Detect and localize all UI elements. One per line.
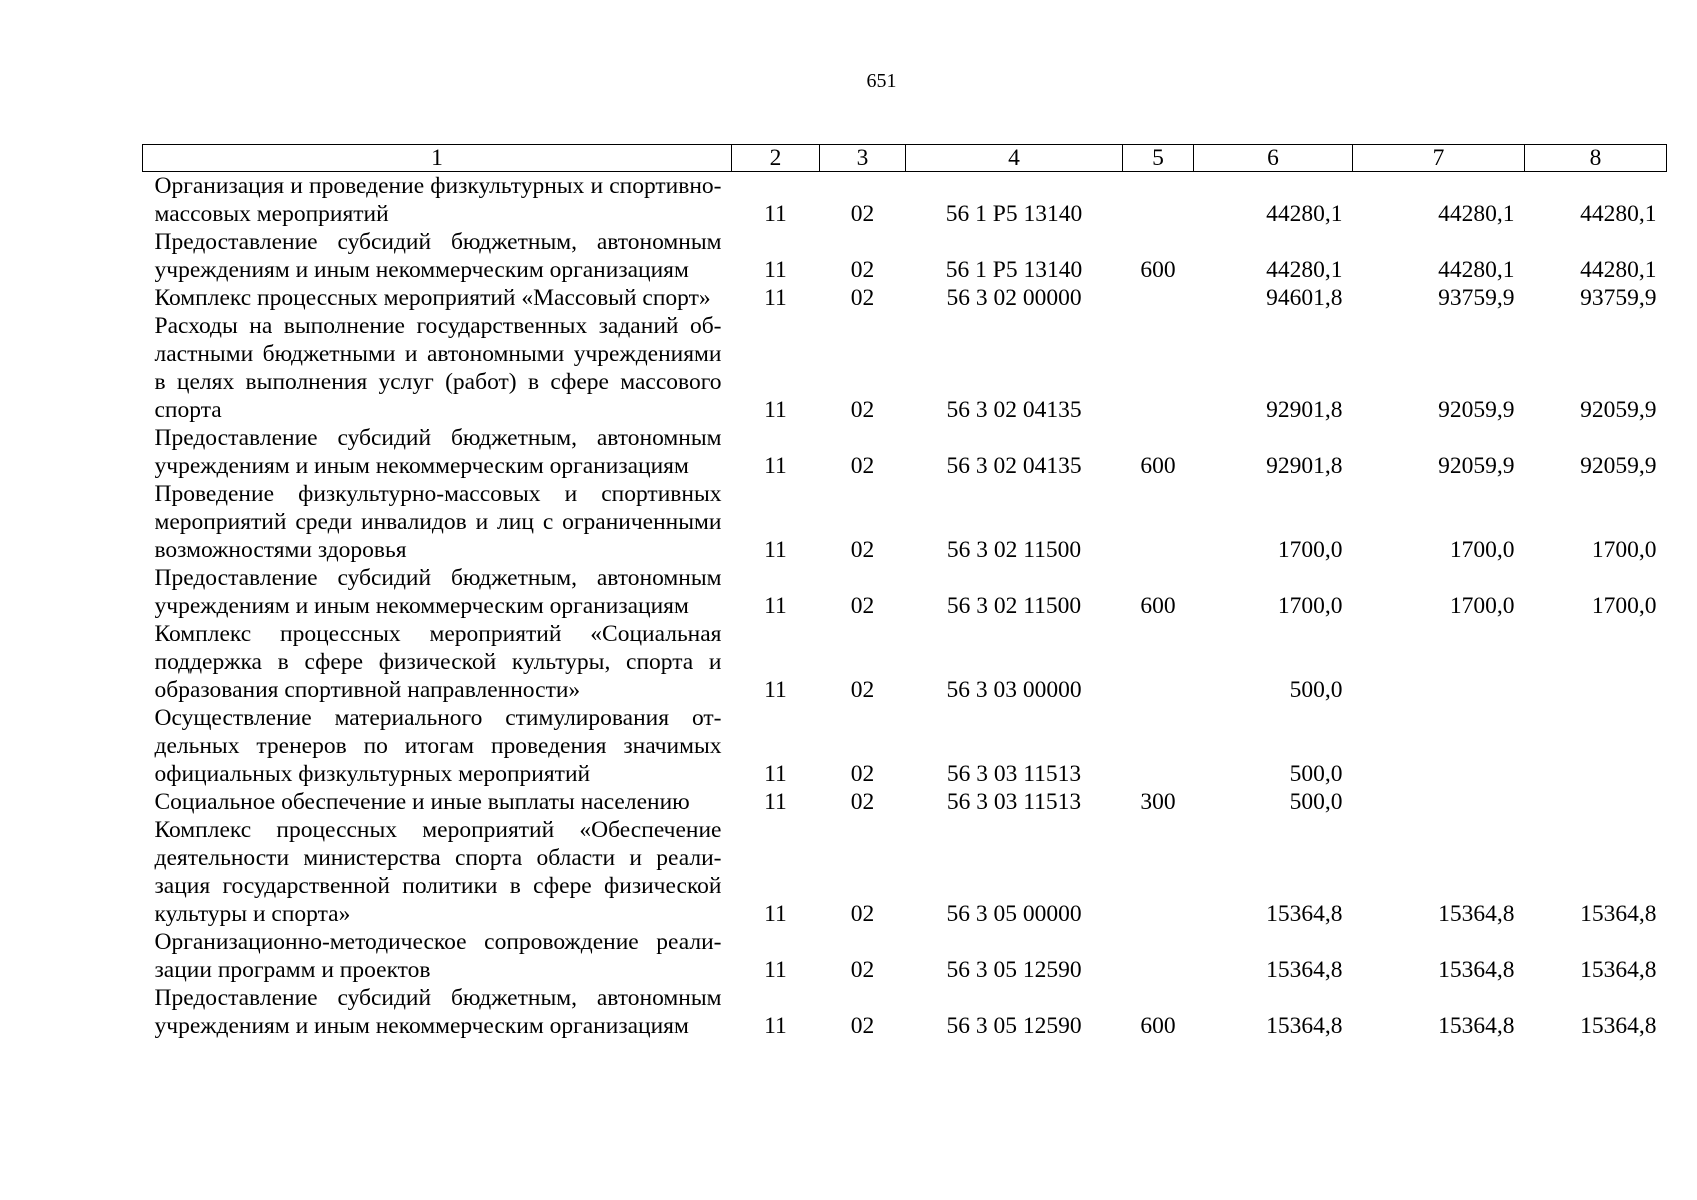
row-amount-col6: 15364,8 xyxy=(1266,901,1343,927)
row-section: 11 xyxy=(764,201,787,227)
row-target-code: 56 3 05 00000 xyxy=(946,901,1082,927)
row-amount-col8: 1700,0 xyxy=(1591,537,1657,563)
table-row xyxy=(143,172,1667,229)
row-subsection: 02 xyxy=(850,257,875,283)
header-col-7: 7 xyxy=(1353,145,1525,172)
row-expense-type xyxy=(1123,928,1194,984)
header-col-3: 3 xyxy=(820,145,906,172)
row-amount-col6: 44280,1 xyxy=(1266,257,1343,283)
row-expense-type: 600 xyxy=(1140,593,1176,619)
table-row xyxy=(143,788,1667,816)
row-amount-col6: 44280,1 xyxy=(1266,201,1343,227)
row-target-code: 56 3 02 04135 xyxy=(946,397,1082,423)
row-name: Предоставление субсидий бюджетным, автономным учреждениям и иным некоммерческим организациям xyxy=(154,229,722,283)
row-subsection: 02 xyxy=(850,677,875,703)
row-amount-col6: 92901,8 xyxy=(1266,453,1343,479)
row-amount-col6: 15364,8 xyxy=(1266,1013,1343,1039)
row-section: 11 xyxy=(764,677,787,703)
row-amount-col8: 44280,1 xyxy=(1580,257,1657,283)
row-expense-type: 600 xyxy=(1140,257,1176,283)
row-section: 11 xyxy=(764,257,787,283)
row-name: Проведение физкультурно-массовых и спортивных мероприятий среди инвалидов и лиц с ограниченными возможностями здоровья xyxy=(154,481,722,563)
table-row xyxy=(143,284,1667,312)
row-amount-col7: 92059,9 xyxy=(1438,397,1515,423)
row-expense-type xyxy=(1123,172,1194,229)
header-col-2: 2 xyxy=(732,145,820,172)
table-row xyxy=(143,312,1667,424)
row-expense-type xyxy=(1123,620,1194,704)
row-section: 11 xyxy=(764,957,787,983)
row-amount-col7 xyxy=(1353,620,1525,704)
row-target-code: 56 3 05 12590 xyxy=(946,1013,1082,1039)
row-name: Социальное обеспечение и иные выплаты населению xyxy=(154,789,690,815)
row-expense-type xyxy=(1123,312,1194,424)
row-amount-col8: 92059,9 xyxy=(1580,397,1657,423)
row-amount-col8: 92059,9 xyxy=(1580,453,1657,479)
row-section: 11 xyxy=(764,285,787,311)
row-target-code: 56 3 03 00000 xyxy=(946,677,1082,703)
row-section: 11 xyxy=(764,593,787,619)
row-subsection: 02 xyxy=(850,397,875,423)
header-col-1: 1 xyxy=(143,145,732,172)
row-amount-col7: 44280,1 xyxy=(1438,257,1515,283)
row-expense-type xyxy=(1123,816,1194,928)
row-amount-col8 xyxy=(1525,704,1667,788)
row-amount-col8: 15364,8 xyxy=(1580,957,1657,983)
row-amount-col7: 1700,0 xyxy=(1449,537,1515,563)
row-amount-col6: 1700,0 xyxy=(1277,537,1343,563)
row-name: Предоставление субсидий бюджетным, автономным учреждениям и иным некоммерческим организациям xyxy=(154,985,722,1039)
table-row xyxy=(143,620,1667,704)
row-amount-col6: 500,0 xyxy=(1289,677,1343,703)
row-section: 11 xyxy=(764,537,787,563)
row-subsection: 02 xyxy=(850,761,875,787)
row-amount-col6: 500,0 xyxy=(1289,789,1343,815)
header-col-8: 8 xyxy=(1525,145,1667,172)
row-amount-col7 xyxy=(1353,788,1525,816)
row-subsection: 02 xyxy=(850,1013,875,1039)
row-expense-type xyxy=(1123,284,1194,312)
row-amount-col8: 93759,9 xyxy=(1580,285,1657,311)
row-name: Комплекс процессных мероприятий «Обеспечение деятельности министерства спорта области и реализация государственной политики в сфере физической культуры и спорта» xyxy=(154,817,722,927)
row-target-code: 56 3 05 12590 xyxy=(946,957,1082,983)
row-amount-col8: 44280,1 xyxy=(1580,201,1657,227)
table-row xyxy=(143,564,1667,620)
table-row xyxy=(143,228,1667,284)
row-section: 11 xyxy=(764,1013,787,1039)
table-row xyxy=(143,480,1667,564)
row-name: Осуществление материального стимулирования отдельных тренеров по итогам проведения значимых официальных физкультурных мероприятий xyxy=(154,705,722,787)
row-amount-col7 xyxy=(1353,704,1525,788)
row-amount-col6: 15364,8 xyxy=(1266,957,1343,983)
page-number: 651 xyxy=(866,70,897,92)
row-subsection: 02 xyxy=(850,901,875,927)
row-expense-type: 300 xyxy=(1140,789,1176,815)
row-target-code: 56 3 02 00000 xyxy=(946,285,1082,311)
row-name: Предоставление субсидий бюджетным, автономным учреждениям и иным некоммерческим организациям xyxy=(154,425,722,479)
row-section: 11 xyxy=(764,901,787,927)
row-target-code: 56 3 02 11500 xyxy=(946,537,1082,563)
row-expense-type xyxy=(1123,704,1194,788)
row-name: Предоставление субсидий бюджетным, автономным учреждениям и иным некоммерческим организациям xyxy=(154,565,722,619)
row-target-code: 56 3 02 11500 xyxy=(946,593,1082,619)
row-section: 11 xyxy=(764,761,787,787)
row-amount-col8: 1700,0 xyxy=(1591,593,1657,619)
table-row xyxy=(143,984,1667,1040)
row-amount-col6: 500,0 xyxy=(1289,761,1343,787)
row-name: Комплекс процессных мероприятий «Массовый спорт» xyxy=(154,285,711,311)
header-row xyxy=(143,145,1667,172)
row-subsection: 02 xyxy=(850,201,875,227)
row-subsection: 02 xyxy=(850,285,875,311)
row-name: Расходы на выполнение государственных заданий областными бюджетными и автономными учреждениями в целях выполнения услуг (работ) в сфере массового спорта xyxy=(154,313,722,423)
row-amount-col8 xyxy=(1525,788,1667,816)
row-amount-col7: 15364,8 xyxy=(1438,901,1515,927)
header-col-6: 6 xyxy=(1194,145,1353,172)
row-amount-col7: 1700,0 xyxy=(1449,593,1515,619)
row-amount-col8 xyxy=(1525,620,1667,704)
row-name: Комплекс процессных мероприятий «Социальная поддержка в сфере физической культуры, спорта и образования спортивной направленности» xyxy=(154,621,722,703)
row-subsection: 02 xyxy=(850,537,875,563)
row-amount-col8: 15364,8 xyxy=(1580,901,1657,927)
row-target-code: 56 3 03 11513 xyxy=(946,789,1082,815)
row-subsection: 02 xyxy=(850,593,875,619)
row-amount-col7: 92059,9 xyxy=(1438,453,1515,479)
table-row xyxy=(143,816,1667,928)
row-amount-col8: 15364,8 xyxy=(1580,1013,1657,1039)
row-amount-col7: 44280,1 xyxy=(1438,201,1515,227)
row-name: Организационно-методическое сопровождение реализации программ и проектов xyxy=(154,929,722,983)
row-target-code: 56 3 02 04135 xyxy=(946,453,1082,479)
row-expense-type xyxy=(1123,480,1194,564)
row-name: Организация и проведение физкультурных и спортивно-массовых мероприятий xyxy=(154,173,722,227)
header-col-5: 5 xyxy=(1123,145,1194,172)
row-subsection: 02 xyxy=(850,957,875,983)
row-amount-col7: 15364,8 xyxy=(1438,957,1515,983)
table-row xyxy=(143,424,1667,480)
header-col-4: 4 xyxy=(906,145,1123,172)
row-amount-col6: 94601,8 xyxy=(1266,285,1343,311)
row-subsection: 02 xyxy=(850,453,875,479)
row-expense-type: 600 xyxy=(1140,453,1176,479)
row-section: 11 xyxy=(764,453,787,479)
table-row xyxy=(143,928,1667,984)
row-target-code: 56 3 03 11513 xyxy=(946,761,1082,787)
row-section: 11 xyxy=(764,789,787,815)
row-amount-col7: 93759,9 xyxy=(1438,285,1515,311)
row-target-code: 56 1 Р5 13140 xyxy=(945,257,1083,283)
row-subsection: 02 xyxy=(850,789,875,815)
row-amount-col6: 1700,0 xyxy=(1277,593,1343,619)
row-amount-col7: 15364,8 xyxy=(1438,1013,1515,1039)
row-expense-type: 600 xyxy=(1140,1013,1176,1039)
row-amount-col6: 92901,8 xyxy=(1266,397,1343,423)
row-section: 11 xyxy=(764,397,787,423)
row-target-code: 56 1 Р5 13140 xyxy=(945,201,1083,227)
table-row xyxy=(143,704,1667,788)
budget-table xyxy=(142,144,1667,1040)
